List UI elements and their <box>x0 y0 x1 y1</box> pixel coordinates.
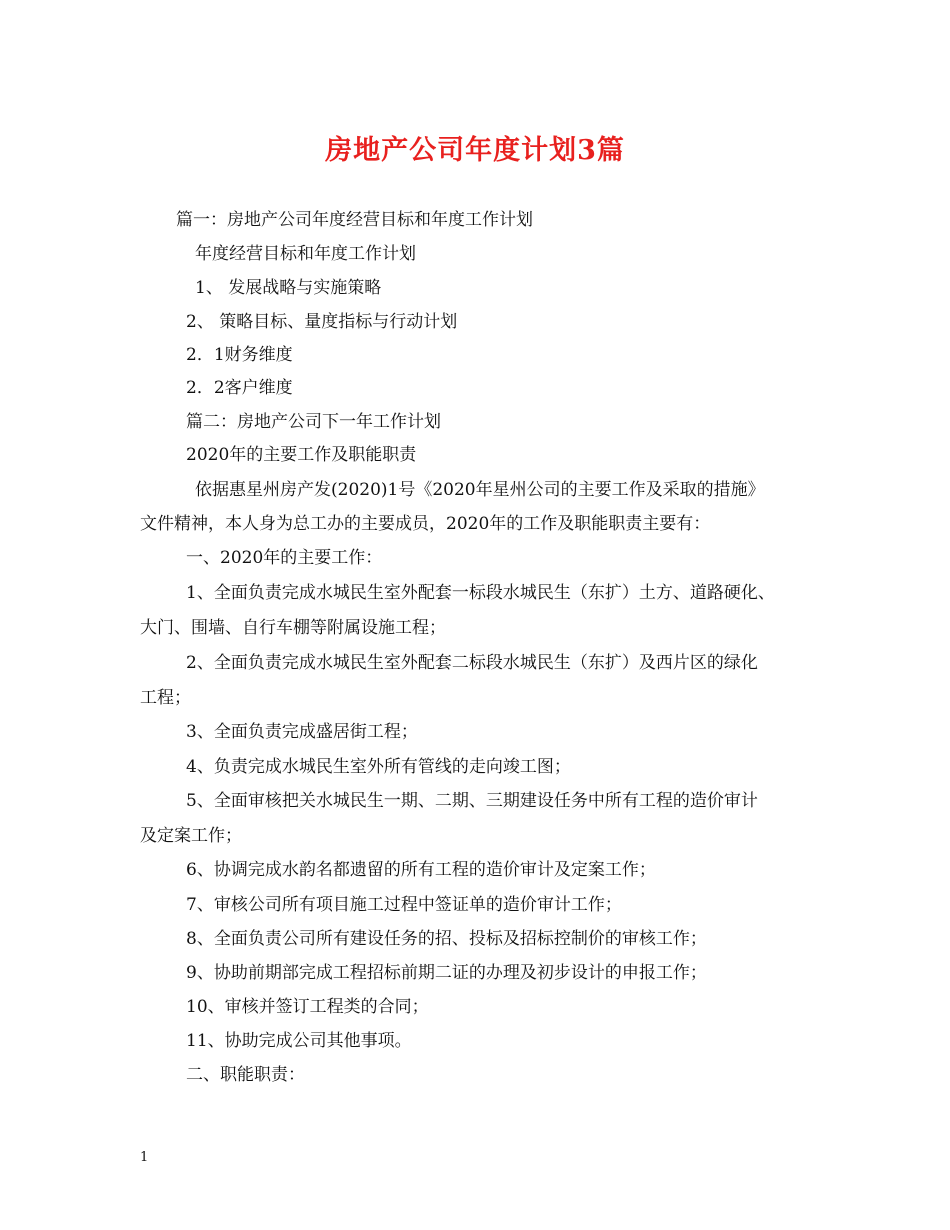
text-line: 二、职能职责： <box>186 1065 305 1085</box>
text-line: 5、全面审核把关水城民生一期、二期、三期建设任务中所有工程的造价审计 <box>186 791 758 811</box>
text-line: 6、协调完成水韵名都遗留的所有工程的造价审计及定案工作； <box>186 860 656 880</box>
text-line: 工程； <box>140 688 191 708</box>
text-line: 10、审核并签订工程类的合同； <box>186 997 429 1017</box>
text-line: 2．1财务维度 <box>186 345 293 365</box>
text-line: 一、2020年的主要工作： <box>186 548 383 568</box>
text-line: 2、全面负责完成水城民生室外配套二标段水城民生（东扩）及西片区的绿化 <box>186 653 758 673</box>
text-line: 篇一：房地产公司年度经营目标和年度工作计划 <box>176 210 533 230</box>
text-line: 依据惠星州房产发(2020)1号《2020年星州公司的主要工作及采取的措施》 <box>195 480 765 500</box>
text-line: 1、全面负责完成水城民生室外配套一标段水城民生（东扩）土方、道路硬化、 <box>186 583 775 603</box>
text-line: 及定案工作； <box>140 826 242 846</box>
text-line: 11、协助完成公司其他事项。 <box>186 1031 412 1051</box>
text-line: 1、 发展战略与实施策略 <box>195 278 382 298</box>
text-line: 大门、围墙、自行车棚等附属设施工程； <box>140 618 446 638</box>
text-line: 2．2客户维度 <box>186 378 293 398</box>
text-line: 4、负责完成水城民生室外所有管线的走向竣工图； <box>186 757 571 777</box>
text-line: 7、审核公司所有项目施工过程中签证单的造价审计工作； <box>186 895 622 915</box>
text-line: 文件精神，本人身为总工办的主要成员，2020年的工作及职能职责主要有： <box>140 514 711 534</box>
text-line: 3、全面负责完成盛居街工程； <box>186 722 418 742</box>
text-line: 9、协助前期部完成工程招标前期二证的办理及初步设计的申报工作； <box>186 963 707 983</box>
document-title: 房地产公司年度计划3篇 <box>325 135 625 166</box>
text-line: 篇二：房地产公司下一年工作计划 <box>186 412 441 432</box>
text-line: 2020年的主要工作及职能职责 <box>186 445 417 465</box>
text-line: 年度经营目标和年度工作计划 <box>195 244 416 264</box>
page-number: 1 <box>140 1150 149 1165</box>
text-line: 8、全面负责公司所有建设任务的招、投标及招标控制价的审核工作； <box>186 929 707 949</box>
text-line: 2、 策略目标、量度指标与行动计划 <box>186 312 458 332</box>
